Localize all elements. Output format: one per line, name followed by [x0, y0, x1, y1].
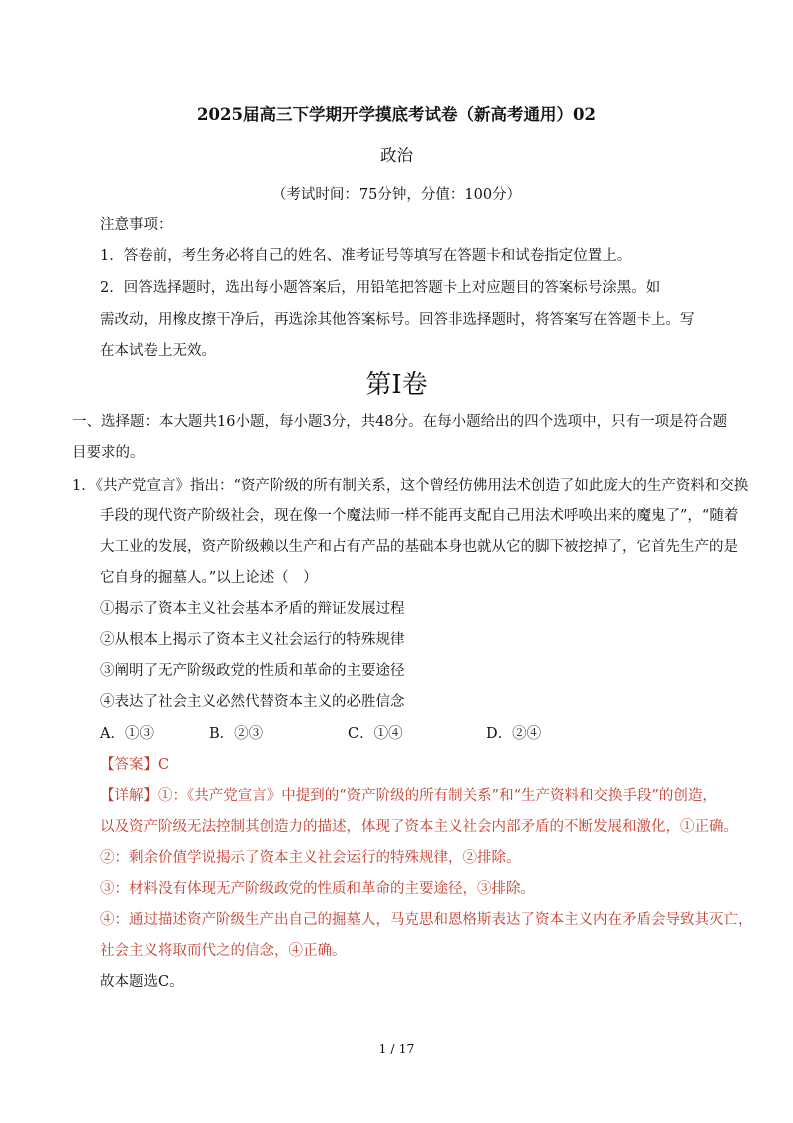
option-d: D．②④ [486, 726, 542, 742]
detail-line-3: ②：剩余价值学说揭示了资本主义社会运行的特殊规律，②排除。 [100, 850, 521, 866]
notes-item-2-line-1: 2．回答选择题时，选出每小题答案后，用铅笔把答题卡上对应题目的答案标号涂黑。如 [100, 280, 661, 296]
section-instruction-line-1: 一、选择题：本大题共16小题，每小题3分，共48分。在每小题给出的四个选项中，只有一项是符合题 [72, 414, 728, 430]
question-1-stem-line-4: 它自身的掘墓人。”以上论述（ ） [100, 570, 318, 586]
answer-value: C [158, 757, 170, 773]
page-number: 1 / 17 [378, 1041, 415, 1056]
statement-4: ④表达了社会主义必然代替资本主义的必胜信念 [100, 694, 405, 710]
statement-1: ①揭示了资本主义社会基本矛盾的辩证发展过程 [100, 601, 405, 617]
section-title: 第Ⅰ卷 [365, 370, 428, 400]
question-1-stem-line-1: 1．《共产党宣言》指出：“资产阶级的所有制关系，这个曾经仿佛用法术创造了如此庞大的生产资料和交换 [72, 478, 749, 494]
section-instruction-line-2: 目要求的。 [72, 445, 145, 461]
subject-name: 政治 [380, 146, 413, 165]
detail-label: 【详解】 [100, 788, 158, 804]
answer-row [100, 755, 169, 775]
question-1-stem-line-2: 手段的现代资产阶级社会，现在像一个魔法师一样不能再支配自己用法术呼唤出来的魔鬼了”，“随着 [100, 508, 739, 524]
question-1-stem-line-3: 大工业的发展，资产阶级赖以生产和占有产品的基础本身也就从它的脚下被挖掉了，它首先生产的是 [100, 539, 738, 555]
notes-item-2-line-2: 需改动，用橡皮擦干净后，再选涂其他答案标号。回答非选择题时，将答案写在答题卡上。写 [100, 312, 695, 328]
notes-item-2-line-3: 在本试卷上无效。 [100, 343, 216, 359]
answer-label: 【答案】 [100, 757, 158, 773]
option-c: C．①④ [348, 726, 403, 742]
option-b: B．②③ [209, 726, 264, 742]
exam-title: 2025届高三下学期开学摸底考试卷（新高考通用）02 [197, 105, 596, 124]
exam-info: （考试时间：75分钟，分值：100分） [271, 187, 522, 203]
notes-heading: 注意事项： [100, 217, 173, 233]
detail-text-1: ①：《共产党宣言》中提到的“资产阶级的所有制关系”和“生产资料和交换手段”的创造， [158, 788, 717, 804]
detail-line-6: 社会主义将取而代之的信念，④正确。 [100, 943, 347, 959]
detail-line-5: ④：通过描述资产阶级生产出自己的掘墓人，马克思和恩格斯表达了资本主义内在矛盾会导致其灭亡， [100, 912, 753, 928]
option-a: A．①③ [100, 726, 154, 742]
statement-2: ②从根本上揭示了资本主义社会运行的特殊规律 [100, 632, 405, 648]
statement-3: ③阐明了无产阶级政党的性质和革命的主要途径 [100, 663, 405, 679]
detail-line-1 [100, 786, 717, 806]
notes-item-1: 1．答卷前，考生务必将自己的姓名、准考证号等填写在答题卡和试卷指定位置上。 [100, 248, 632, 264]
detail-line-2: 以及资产阶级无法控制其创造力的描述，体现了资本主义社会内部矛盾的不断发展和激化，①正确。 [100, 819, 738, 835]
conclusion: 故本题选C。 [100, 974, 184, 990]
detail-line-4: ③：材料没有体现无产阶级政党的性质和革命的主要途径，③排除。 [100, 881, 535, 897]
